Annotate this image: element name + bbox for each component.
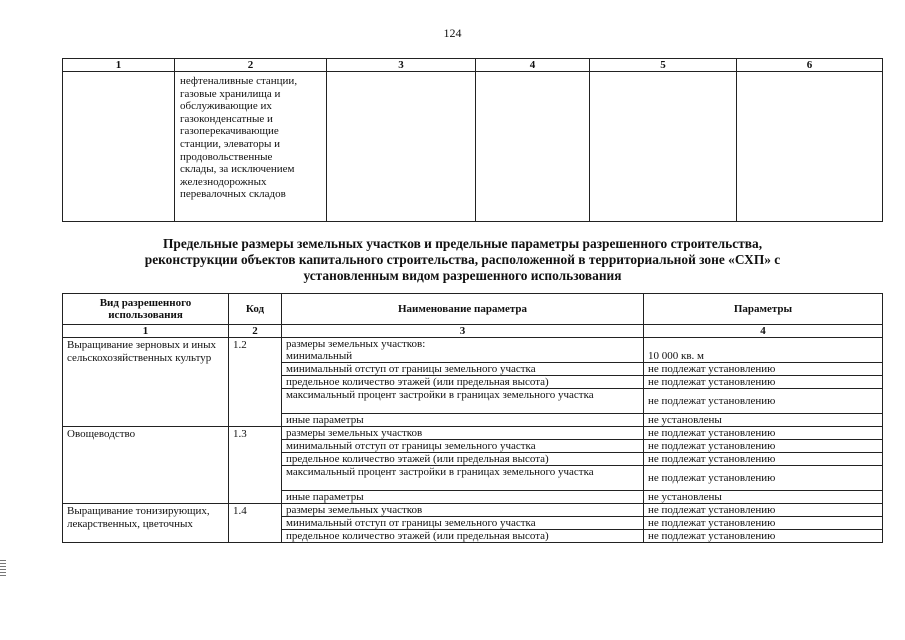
param-name-cell: размеры земельных участков: минимальный (282, 338, 644, 363)
text-line: обслуживающие их (180, 100, 272, 113)
text-line: газоконденсатные и (180, 112, 273, 125)
page-number: 124 (443, 26, 462, 40)
param-value-cell: не установлены (644, 491, 883, 504)
param-name-cell: минимальный отступ от границы земельного участка (282, 517, 644, 530)
col-header: 3 (327, 59, 476, 72)
param-name-cell: минимальный отступ от границы земельного участка (282, 363, 644, 376)
col-header: 2 (175, 59, 327, 72)
param-name-cell: размеры земельных участков (282, 504, 644, 517)
code-cell: 1.2 (229, 338, 282, 427)
header-use: Вид разрешенного использования (63, 294, 229, 325)
text-line: нефтеналивные станции, (180, 75, 298, 87)
text-line: газоперекачивающие (180, 125, 279, 138)
param-value-cell: не подлежат установлению (644, 376, 883, 389)
text-line: станции, элеваторы и (180, 137, 280, 150)
scan-ruler-marks (0, 560, 6, 576)
facility-list-cell (175, 72, 327, 222)
table-row (63, 72, 883, 222)
heading-line: реконструкции объектов капитального строительства, расположенной в территориальной зоне «СХП» с (144, 252, 781, 267)
use-type-cell: Овощеводство (63, 427, 229, 504)
col-number: 1 (63, 325, 229, 338)
param-name-cell: размеры земельных участков (282, 427, 644, 440)
table-cell (327, 72, 476, 222)
param-value-cell: не подлежат установлению (644, 427, 883, 440)
heading-line: установленным видом разрешенного использования (303, 268, 622, 283)
header-row (63, 294, 883, 325)
param-name-cell: предельное количество этажей (или предельная высота) (282, 453, 644, 466)
header-code: Код (229, 294, 282, 325)
continuation-table (62, 58, 883, 222)
table-row (63, 427, 883, 440)
text-line: склады, за исключением (180, 163, 295, 176)
col-number: 4 (644, 325, 883, 338)
text-line: железнодорожных (180, 175, 267, 188)
col-header: 6 (737, 59, 883, 72)
param-value-cell: не подлежат установлению (644, 517, 883, 530)
col-number: 3 (282, 325, 644, 338)
param-name-cell: предельное количество этажей (или предельная высота) (282, 376, 644, 389)
text-line: продовольственные (180, 150, 273, 163)
col-header: 1 (63, 59, 175, 72)
table-row (63, 504, 883, 517)
col-header: 4 (476, 59, 590, 72)
param-name-cell: максимальный процент застройки в границах земельного участка (282, 389, 644, 414)
param-value-cell: не подлежат установлению (644, 530, 883, 543)
param-name-cell: предельное количество этажей (или предельная высота) (282, 530, 644, 543)
param-name-cell: максимальный процент застройки в границах земельного участка (282, 466, 644, 491)
param-value-cell: не установлены (644, 414, 883, 427)
table-cell (590, 72, 737, 222)
param-value-cell: не подлежат установлению (644, 389, 883, 414)
text-line: перевалочных складов (180, 188, 286, 201)
header-number-row (63, 325, 883, 338)
param-name-cell: минимальный отступ от границы земельного участка (282, 440, 644, 453)
heading-line: Предельные размеры земельных участков и предельные параметры разрешенного строительства, (162, 236, 763, 251)
table-row (63, 338, 883, 363)
col-header: 5 (590, 59, 737, 72)
param-value-cell: не подлежат установлению (644, 453, 883, 466)
text-line: газовые хранилища и (180, 87, 281, 100)
param-value-cell: не подлежат установлению (644, 363, 883, 376)
param-value-cell: не подлежат установлению (644, 440, 883, 453)
use-type-cell: Выращивание зерновых и иных сельскохозяйственных культур (63, 338, 229, 427)
header-param-value: Параметры (644, 294, 883, 325)
param-value-cell: не подлежат установлению (644, 466, 883, 491)
code-cell: 1.4 (229, 504, 282, 543)
code-cell: 1.3 (229, 427, 282, 504)
table-cell (476, 72, 590, 222)
continuation-header-row (63, 59, 883, 72)
parameters-table (62, 293, 883, 543)
header-param-name: Наименование параметра (282, 294, 644, 325)
use-type-cell: Выращивание тонизирующих, лекарственных, цветочных (63, 504, 229, 543)
table-cell (63, 72, 175, 222)
col-number: 2 (229, 325, 282, 338)
param-name-cell: иные параметры (282, 414, 644, 427)
param-name-cell: иные параметры (282, 491, 644, 504)
param-value-cell: не подлежат установлению (644, 504, 883, 517)
table-cell (737, 72, 883, 222)
param-value-cell: 10 000 кв. м (644, 338, 883, 363)
section-heading (90, 236, 835, 284)
